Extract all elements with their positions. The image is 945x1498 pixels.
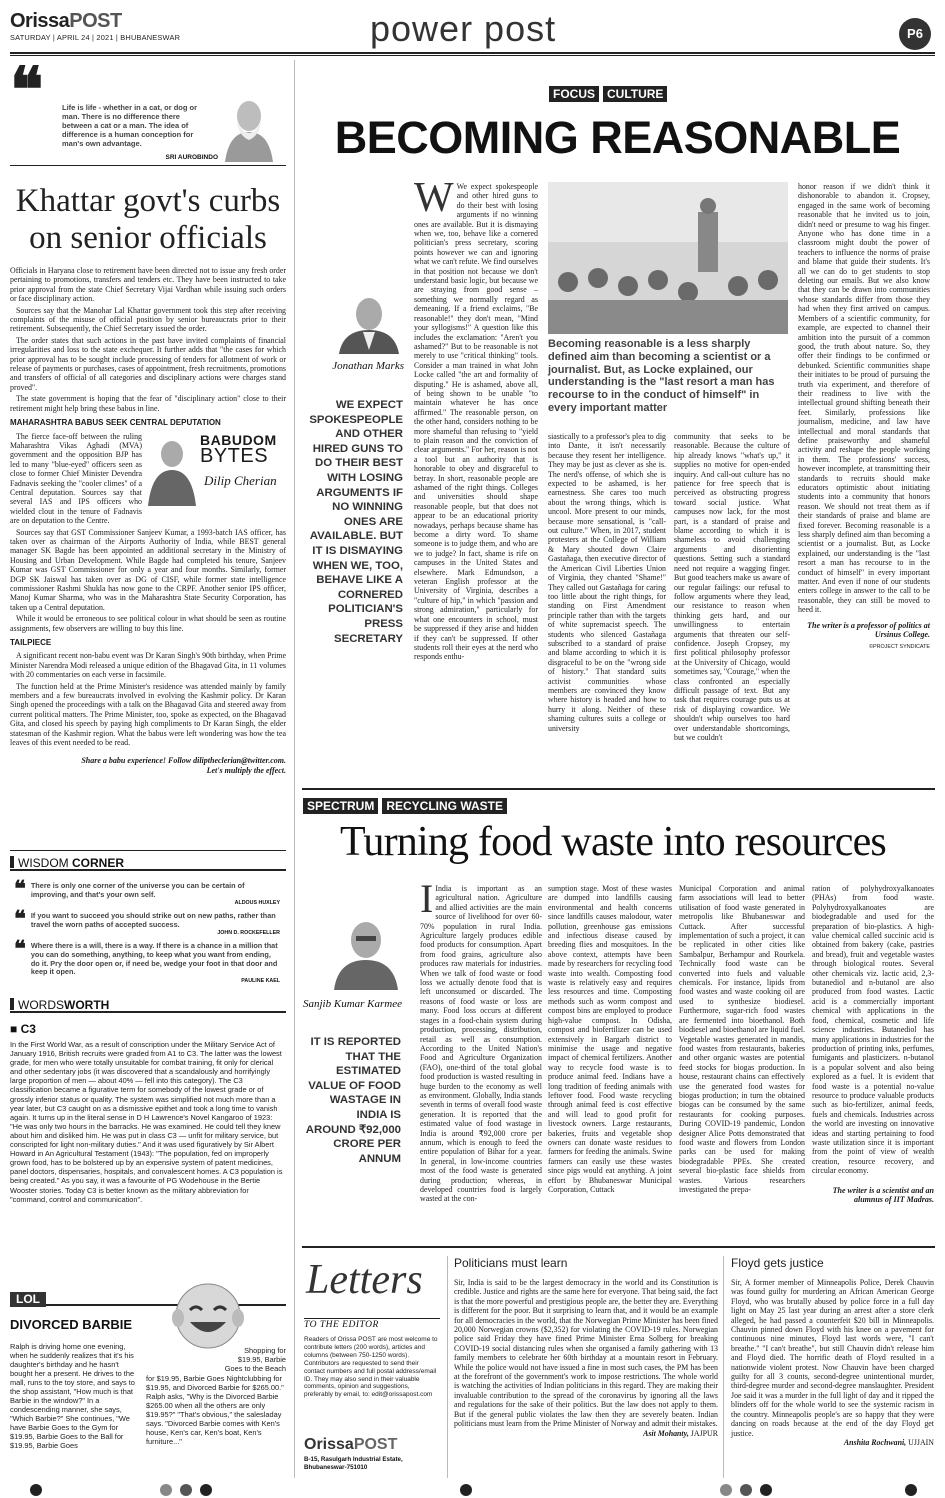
classroom-photo bbox=[548, 182, 788, 334]
registration-mark bbox=[200, 1484, 212, 1496]
reasonable-pullquote: WE EXPECT SPOKESPEOPLE AND OTHER HIRED GUNS TO DO THEIR BEST WITH LOSING ARGUMENTS IF NO WINNING ONES ARE AVAILABLE. BUT IT IS DISMAYING WHEN WE, TOO, BEHAVE LIKE A CORNERED POLITICIAN'S PRESS SECRETARY bbox=[309, 399, 403, 645]
babudom-body: Officials in Haryana close to retirement have been directed not to issue any fresh order pertaining to promotions, transfers and tenders etc. They have been instructed to take prior approval from the state Chief Secretary Vijai Vardhan while issuing such orders or face disciplinary action. Sources say that the Manohar Lal Khattar government took this step after receiving complaints of the misuse of official position by senior bureaucrats prior to their retirement. Subsequently, the Chief Secretary issued the order. The order states that such actions in the past have invited complaints of financial irregularities and loss to the state exchequer. It further adds that "the cases for which prior approval has to be sought include processing of tenders for allotment of work or release of payments or purchases, cases of appointment, fresh recruitments, promotions and transfers of official of all categories and disciplinary actions were charges stand proved". The state government is hoping that the fear of "disciplinary action" close to their retirement might help bring these babus in line. MAHARASHTRA BABUS SEEK CENTRAL DEPUTATION BABUDOM BYTES Dilip Cherian The fierce face-off between the ruling Maharashtra Vikas Aghadi (MVA) government and the opposition BJP has led to many "blue-eyed" officers seen as close to former Chief Minister Devendra Fadnavis seeking the "cooler climes" of a Central deputation. Sources say that several IAS and IPS officers who wielded clout in the tenure of Fadnavis are on deputation to the Centre. Sources say that GST Commissioner Sanjeev Kumar, a 1993-batch IAS officer, has taken over as chairman of the Airports Authority of India, while BEST general manager SK Bagde has been appointed an additional secretary in the Ministry of Housing and Urban Development. While Bagde had completed his tenure, Sanjeev Kumar was GST Commissioner for only a year and four months. Similarly, former DGP SK Jaiswal has taken over as DG of CISF, while former state intelligence commissioner Rashmi Shukla has now gone to the CRPF. Another senior IPS officer, Manoj Kumar Sharma, who was in the Maharashtra State Security Corporation, has taken up a Central deputation. While it would be erroneous to see political colour in what should be seen as routine assignments, few observers are willing to buy this line. TAILPIECE A significant recent non-babu event was Dr Karan Singh's 90th birthday, when Prime Minister Narendra Modi released a unique edition of the Bhagavad Gita, in 11 volumes with 20 commentaries on each verse in facsimile. The function held at the Prime Minister's residence was attended mainly by family members and a few bureaucrats involved in evolving the Kashmir policy. Dr Karan Singh opened the proceedings with a talk on the Bhagavad Gita and steered away from current political matters. The Prime Minister, too, spoke as expected, on the Bhagavad Gita, and closed his speech by paying high compliments to Dr Karan Singh, the elder statesman of the Kashmir region. What the babus were left wondering was how the tea leaves of this event needed to be read. Share a babu experience! Follow diliptheclerian@twitter.com. Let's multiply the effect. bbox=[10, 266, 286, 775]
masthead-rule bbox=[10, 52, 935, 54]
registration-mark bbox=[180, 1484, 192, 1496]
reasonable-col-1: W We expect spokespeople and other hired guns to do their best with losing arguments if no winning ones are available. But it is dismaying when we, too, behave like a cornered politician's press secretary, scoring points however we can and ignoring what we can't refute. We find ourselves in that position not because we don't understand basic logic, but because we are straying from good sense – something we normally regard as demeaning. If a friend exclaims, "Be reasonable!" they don't mean, "Mind your syllogisms!" A question like this includes the exclamation: "Aren't you ashamed?" But to be reasonable is not merely to use "critical thinking" tools. Consider a man trained in what John Locke called "the art and formality of disputing." He is ashamed, above all, of being shown to be unable "to maintain whatever he has once affirmed." The reasonable person, on the other hand, considers nothing to be more shameful than refusing to "yield to plain reason and the conviction of clear arguments." For her, reason is not a tool but an authority that is honorable to obey and disgraceful to betray. In short, reasonable people are ashamed of the right things. Colleges and universities should shape reasonable people, but that does not appear to be an educational priority nowadays, perhaps because shame has become a dirty word. To shame someone is to judge them, and who are we to judge? In fact, shame is rife on campuses in the United States and elsewhere. Mark Edmundson, a veteran English professor at the University of Virginia, describes a "culture of hip," in which "passion and strong admiration," particularly for what one encounters in school, must be suppressed if they arise and hidden if they can't be suppressed. If other students roll their eyes at the nerd who responds enthu- bbox=[414, 175, 538, 662]
quote-icon: ❝ bbox=[14, 876, 26, 901]
lol-text-3: for $19.95, Barbie Goes Nightclubbing for $19.95, and Divorced Barbie for $265.00." Ralph asks, "Why is the Divorced Barbie $265.00 when all the others are only $19.95?" "That's obvious," the salesladay says. "Divorced Barbie comes with Ken's house, Ken's car, Ken's boat, Ken's furniture..." bbox=[146, 1374, 284, 1446]
wisdom-quote: ❝ If you want to succeed you should strike out on new paths, rather than travel the worn paths of accepted success. JOHN D. ROCKEFELLER bbox=[14, 906, 280, 937]
registration-mark bbox=[460, 1484, 472, 1496]
section-title: power post bbox=[370, 8, 557, 49]
letter-2-text: Sir, A former member of Minneapolis Police, Derek Chauvin was found guilty for murdering an African American George Floyd, who was brutally abused by police force in a full day light on May 25 last year during an arrest after a store clerk alleged, he had passed a counterfeit $20 bill in Minneapolis. Chauvin pinned down Floyd with his knee on a pavement for continuous nine minutes, Floyd last words were, "I can't breathe." "I can't breathe", but still Chauvin didn't release him and Floyd died. The horrific death of Floyd resulted in a nationwide violent protest. Now Chauvin have been charged guilty for all 3 counts, second-degree unintentional murder, third-degree murder and second-degree manslaughter. President Joe said it was a murder in the full light of day and it ripped the blinders off for the whole world to see the systemic racism in the country. Minneapolis people's are so happy that they were dancing on roads because at the end of the day Floyd get justice. Anshita Rochwani, UJJAIN bbox=[731, 1278, 934, 1447]
letters-logo: OrissaPOST bbox=[304, 1436, 398, 1453]
wisdom-quote: ❝ There is only one corner of the universe you can be certain of improving, and that's your own self. ALDOUS HUXLEY bbox=[14, 876, 280, 907]
letters-info: Readers of Orissa POST are most welcome to contribute letters (200 words), articles and columns (between 750-1250 words). Contributors are requested to send their contact numbers and full postal address/email ID. They may also send in their valuable comments, opinion and suggestions, preferably by email, to: edit@orissapost.com bbox=[304, 1336, 438, 1399]
letters-title: Letters bbox=[306, 1257, 423, 1303]
wordsworth-word: ■ C3 bbox=[10, 1022, 36, 1036]
quote-icon: ❝ bbox=[14, 906, 26, 932]
reasonable-tags: FOCUS CULTURE bbox=[549, 85, 667, 103]
wisdom-header: WISDOM CORNER bbox=[10, 856, 286, 871]
wisdom-quote: ❝ Where there is a will, there is a way. If there is a chance in a million that you can do something, anything, to keep what you want from ending, do it. Pry the door open or, if need be, wedge your foot in that door and keep it open. PAULINE KAEL bbox=[14, 936, 280, 984]
foodwaste-col-4: ration of polyhydroxyalkanoates (PHAs) from food waste. Polyhydroxyalkanoates are biodegradable and used for the preparation of bio-plastics. A high-value chemical called succinic acid is obtained from bakery (cake, pastries and bread), fruit and vegetable wastes through biological routes. Several other chemicals viz. lactic acid, 2,3-butanediol and n-butanol are also produced from food wastes. Lactic acid is a commercially important chemical with applications in the food, chemical, cosmetic and life science industries. Butanediol has many applications in industries for the production of printing inks, perfumes, fumigants and plasticizers. n-butanol is a popular solvent and also being explored as a fuel. It is evident that food waste is a potential no-value resource to produce valuable products such as bio-fertilizer, animal feeds, fuels and chemicals. Industries across the world are investing on innovative ideas and starting pertaining to food waste utilization since it is important from the point of view of wealth creation, resource recovery, and circular economy. The writer is a scientist and an alumnus of IIT Madras. bbox=[812, 884, 934, 1205]
masthead bbox=[10, 6, 935, 48]
letters-box bbox=[302, 1256, 442, 1478]
lol-headline: DIVORCED BARBIE bbox=[10, 1317, 133, 1332]
babudom-column-logo bbox=[146, 431, 286, 506]
quote-icon: ❝ bbox=[14, 936, 26, 962]
reasonable-caption: Becoming reasonable is a less sharply defined aim than becoming a scientist or a journalist. But, as Locke explained, our understanding is the "last resort a man has recourse to in the conduct of himself" in every important matter bbox=[548, 338, 775, 414]
babudom-tagline: Share a babu experience! Follow diliptheclerian@twitter.com. Let's multiply the effect. bbox=[81, 755, 286, 775]
foodwaste-byline: Sanjib Kumar Karmee bbox=[303, 998, 402, 1010]
sanjib-karmee-photo bbox=[330, 912, 402, 990]
babudom-subhead-1: MAHARASHTRA BABUS SEEK CENTRAL DEPUTATION bbox=[10, 418, 221, 428]
reasonable-col-3: community that seeks to be reasonable. Because the culture of hip already knows "what's up," it supplies no motive for open-ended inquiry. And call-out culture has no patience for free speech that is perceived as obstructing progress toward social justice. What campuses now lack, for the most part, is a standard of praise and blame according to which it is shameless to avoid challenging arguments and disorienting questions. Setting such a standard need not require a wagging finger. But good teachers make us aware of our regular failings: our refusal to follow arguments where they lead, our resistance to reason when thinking gets hard, and our unwillingness to entertain arguments that threaten our self-confidence. Joseph Cropsey, my first political philosophy professor at the University of Chicago, would sometimes say, "Courage," when the class confronted an especially difficult passage of text. But any task that requires courage puts us at risk of displaying cowardice. We shouldn't whip ourselves too hard over understandable shortcomings, but we couldn't bbox=[674, 432, 790, 742]
reasonable-col-2: siastically to a professor's plea to dig into Dante, it isn't necessarily because they resent her intelligence. They may be just as clever as she is. The nerd's offense, of which she is expected to be ashamed, is her earnestness. She cares too much about the wrong things, which is uncool. More present to our minds, because more sensational, is "call-out culture." When, in 2017, student protesters at the College of William & Mary shouted down Claire Gastañaga, then executive director of the American Civil Liberties Union of Virginia, they chanted "Shame!" They called out Gastañaga for caring too little about the right things, for standing on First Amendment principle rather than with the targets of white supremacist speech. The students who silenced Gastañaga subscribed to a standard of praise and blame according to which it is disgraceful to be on the "wrong side of history." That standard suits activist communities whose members are convinced they know where history is headed and how to hurry it along. Neither of these shaming cultures suits a college or university bbox=[548, 432, 666, 733]
foodwaste-author-note: The writer is a scientist and an alumnus of IIT Madras. bbox=[832, 1185, 934, 1205]
letters-subtitle: TO THE EDITOR bbox=[304, 1318, 440, 1330]
reasonable-author-note: The writer is a professor of politics at Ursinus College. bbox=[807, 620, 930, 640]
aurobindo-portrait bbox=[215, 92, 283, 162]
foodwaste-col-1: I India is important as an agricultural nation. Agriculture and allied activities are the main source of livelihood for over 60-70% population in rural India. Agriculture largely produces edible food products for consumption. Apart from food grains, agriculture also produces raw materials for industries. When we talk of food waste or food loss we actually denote food that is left unconsumed or discarded. The reasons of food waste or loss are many. Food loss occurs at different stages in a food-chain system during production, processing, distribution, retail as well as consumption. According to the United Nation's Food and Agriculture Organization (FAO), one-third of the total global food production is wasted resulting in huge burden to the economy as well as environment. Globally, India stands seventh in terms of overall food waste generation. It is reported that the estimated value of food wastage in India is around ₹92,000 crore per annum, which is enough to feed the entire population of Bihar for a year. In general, in low-income countries most of the food waste is generated during production; whereas, in developed countries food is largely wasted at the con- bbox=[420, 876, 542, 1204]
foodwaste-tags: SPECTRUM RECYCLING WASTE bbox=[303, 797, 507, 815]
registration-mark bbox=[30, 1484, 42, 1496]
letter-2-place: UJJAIN bbox=[908, 1437, 934, 1447]
foodwaste-headline: Turning food waste into resources bbox=[340, 819, 886, 865]
letter-1-place: JAJPUR bbox=[690, 1428, 718, 1438]
registration-mark bbox=[160, 1484, 172, 1496]
letter-1-text: Sir, India is said to be the largest democracy in the world and its Constitution is credible. Justice and rights are the same here for everyone. That being said, the fact is that the more powerful and prestigious people are, the better they are. Everything is different for the poor. But it surprising to learn that, and it would be an example for all democracies in the world, that the Norwegian Prime Minister has been fined 20,000 Norwegian crowns ($2,352) for violating the COVID-19 rules. Norwegian police said Friday they have fined Prime Minister Erna Solberg for breaking COVID-19 social distancing rules when she organised a family gathering with 13 family members to celebrate her 60th birthday at a mountain resort in February. While the police would not have issued a fine in most such cases, the PM has been at the forefront of the government's work to impose restrictions. The whole world is watching the activities of Indian politicians in this regard. They are making their invaluable contribution to the spread of the coronavirus by ignoring all the laws and regulations for the sake of their politics. But the law does not apply to them. But if the general public violates the law then they are severely beaten. Indian politicians must learn from the Prime Minister of Norway and admit their mistakes. Asit Mohanty, JAJPUR bbox=[454, 1278, 718, 1438]
babudom-headline: Khattar govt's curbs on senior officials bbox=[15, 183, 281, 256]
babudom-title: BABUDOM bbox=[200, 431, 277, 448]
reasonable-headline: BECOMING REASONABLE bbox=[334, 112, 901, 163]
letter-2-sign: Anshita Rochwani, bbox=[843, 1437, 907, 1447]
letter-1-sign: Asit Mohanty, bbox=[643, 1428, 689, 1438]
aurobindo-box bbox=[10, 57, 286, 166]
letter-1-title: Politicians must learn bbox=[454, 1256, 568, 1270]
reasonable-col-4: honor reason if we didn't think it dishonorable to abandon it. Cropsey, engaged in the same work of becoming reasonable that he invited us to join, didn't need or presume to wag his finger. Anyone who has done time in a classroom might doubt the power of teachers to influence the norms of praise and blame that guide their students. It's all we can do to get students to stop deleting our emails. But we also know that they can be drawn into communities whose standards differ from those they had when they first arrived on campus. Members of a scientific community, for example, are expected to channel their ambition into the pursuit of a common good, the truth about nature. So, they offer their findings to be confirmed or debunked. Scientific communities shape their initiates to be proud of pursuing the truth via experiment, and therefore of their readiness to live with the intellectual ground shifting beneath their feet. Similarly, professions like journalism, medicine, and law have intellectual and moral standards that define praiseworthy and shameful activity and reshape the people working in them. The professions' success, however incomplete, at transmitting their standards to recruits should make educators optimistic about initiating students into a community that honors reason. We should not treat them as if their standards of praise and blame are fixed forever. Becoming reasonable is a less sharply defined aim than becoming a scientist or a journalist. But, as Locke explained, our understanding is the "last resort a man has recourse to in the conduct of himself" in every important matter. And even if none of our students enters college in answer to the call to be reasonable, they can still be moved to heed it. The writer is a professor of politics at Ursinus College. ©PROJECT SYNDICATE bbox=[798, 182, 930, 652]
registration-mark bbox=[760, 1484, 772, 1496]
letters-address: B-15, Rasulgarh Industrial Estate, Bhubaneswar-751010 bbox=[304, 1456, 403, 1471]
bytes-title: BYTES bbox=[200, 444, 269, 467]
masthead-logo: OrissaPOST bbox=[10, 10, 122, 32]
foodwaste-pullquote: IT IS REPORTED THAT THE ESTIMATED VALUE OF FOOD WASTAGE IN INDIA IS AROUND ₹92,000 CRORE PER ANNUM bbox=[305, 1036, 401, 1165]
dateline: SATURDAY | APRIL 24 | 2021 | BHUBANESWAR bbox=[10, 33, 181, 42]
foodwaste-col-3: Municipal Corporation and animal farm associations will lead to better utilisation of food waste generated in metropolis like Bhubaneswar and Cuttack. After successful implementation of such a project, it can be replicated in other cities like Sambalpur, Berhampur and Rourkela. Technically food waste can be converted into fuels and valuable chemicals. For instance, lipids from food wastes and waste cooking oil are used to synthesize biodiesel. Furthermore, sugar-rich food wastes are fermented into bioethanol. Both biodiesel and bioethanol are liquid fuel. Vegetable wastes generated in mandis, food wastes from restaurants, bakeries and other organic wastes are potential feed stocks for biogas production. In house, restaurant chains can effectively use the generated food wastes for biogas production; in turn the obtained biogas can be consumed by the same restaurants for cooking purposes. During COVID-19 pandemic, London designer Alice Potts demonstrated that food waste and flowers from London parks can be used for making biodegradable PPEs. She created several bio-plastic face shields from wastes. Various researchers investigated the prepa- bbox=[679, 884, 805, 1194]
wordsworth-text: In the First World War, as a result of conscription under the Military Service Act of January 1916, British recruits were graded from A1 to C3. The latter was the lowest grade, for men who were totally unsuitable for combat training, fit only for clerical and other sedentary jobs (it was discovered that a scandalously and horrifyingly large proportion of men — about 40% — fell into this category). The C3 classification became a figurative term for somebody of the lowest grade or of grossly inferior status or quality. The system was simplified not much more than a year later, but C3 caught on as a dismissive epithet and took a long time to vanish again. It turns up in the literal sense in D H Lawrence's Novel Kangaroo of 1923: "He was only two hours in the barracks. He was examined. He could tell they knew about him and disliked him. He was put in class C3 — unfit for military service, but conscripted for light non-military duties." And it was used figuratively by Sir Albert Howard in An Agricultural Testament (1943): "The population, fed on improperly grown food, has to be bolstered up by an expensive system of patent medicines, panel doctors, dispensaries, hospitals, and convalescent homes. A C3 population is being created." As you say, it was a favourite of PG Wodehouse in the Bertie Wooster stories. Today C3 is better known as the military abbreviation for "command, control and communication". bbox=[10, 1040, 283, 1204]
wisdom-quotes bbox=[14, 876, 280, 990]
babudom-byline: Dilip Cherian bbox=[204, 472, 277, 488]
dilip-cherian-photo bbox=[146, 434, 198, 506]
page-number-badge: P6 bbox=[899, 18, 931, 50]
registration-mark bbox=[740, 1484, 752, 1496]
registration-mark bbox=[720, 1484, 732, 1496]
foodwaste-col-2: sumption stage. Most of these wastes are dumped into landfills causing environmental and health concerns since landfills causes malodour, water pollution, greenhouse gas emissions and infectious disease caused by breeding flies and mosquitoes. In the above context, attempts have been made by researchers for recycling food waste into wealth. Composting food waste is relatively easy and requires less resources and time. Composting methods such as worm compost and compost bins are employed to produce high-value compost. In Odisha, compost and biofertilizer can be used extensively in Bargarh district to minimise the usage and negative impact of chemical fertilizers. Another way to recycle food waste is to produce animal feed. Indians have a long tradition of feeding animals with leftover food. Food waste recycling through animal feed is cost effective and will lead to good profit for livestock owners. Large restaurants, bakeries, fruits and vegetable shop owners can donate waste residues to farmers for feeding the animals. Swine farmers can easily use these wastes since pigs would eat anything. A joint effort by Bhubaneswar Municipal Corporation, Cuttack bbox=[548, 884, 672, 1194]
letter-2-title: Floyd gets justice bbox=[731, 1256, 824, 1270]
aurobindo-author: SRI AUROBINDO bbox=[165, 154, 218, 161]
lol-text-1: Ralph is driving home one evening, when he suddenly realizes that it's his daughter's birthday and he hasn't bought her a present. He drives to the mall, runs to the toy store, and says to the shop assistant, "How much is that Barbie in the window?" In a condescending manner, she says, "Which Barbie?" She continues, "We have Barbie Goes to the Gym for $19.95, Barbie Goes to the Ball for $19.95, Barbie Goes bbox=[10, 1342, 135, 1450]
babudom-subhead-2: TAILPIECE bbox=[10, 638, 52, 648]
lol-header: LOL bbox=[10, 1290, 286, 1306]
wordsworth-header: WORDSWORTH bbox=[10, 998, 286, 1013]
reasonable-credit: ©PROJECT SYNDICATE bbox=[869, 643, 930, 650]
quote-mark-icon: ❝ bbox=[10, 57, 44, 125]
jonathan-marks-photo bbox=[333, 292, 405, 354]
laughing-emoji-icon bbox=[160, 1278, 256, 1350]
lol-text-2: Shopping for $19.95, Barbie Goes to the Beach bbox=[224, 1346, 286, 1373]
aurobindo-quote: Life is life - whether in a cat, or dog or man. There is no difference there between a cat or a man. The idea of difference is a human conception for man's own advantage. bbox=[62, 103, 198, 148]
reasonable-byline: Jonathan Marks bbox=[332, 360, 404, 372]
registration-mark bbox=[905, 1484, 917, 1496]
